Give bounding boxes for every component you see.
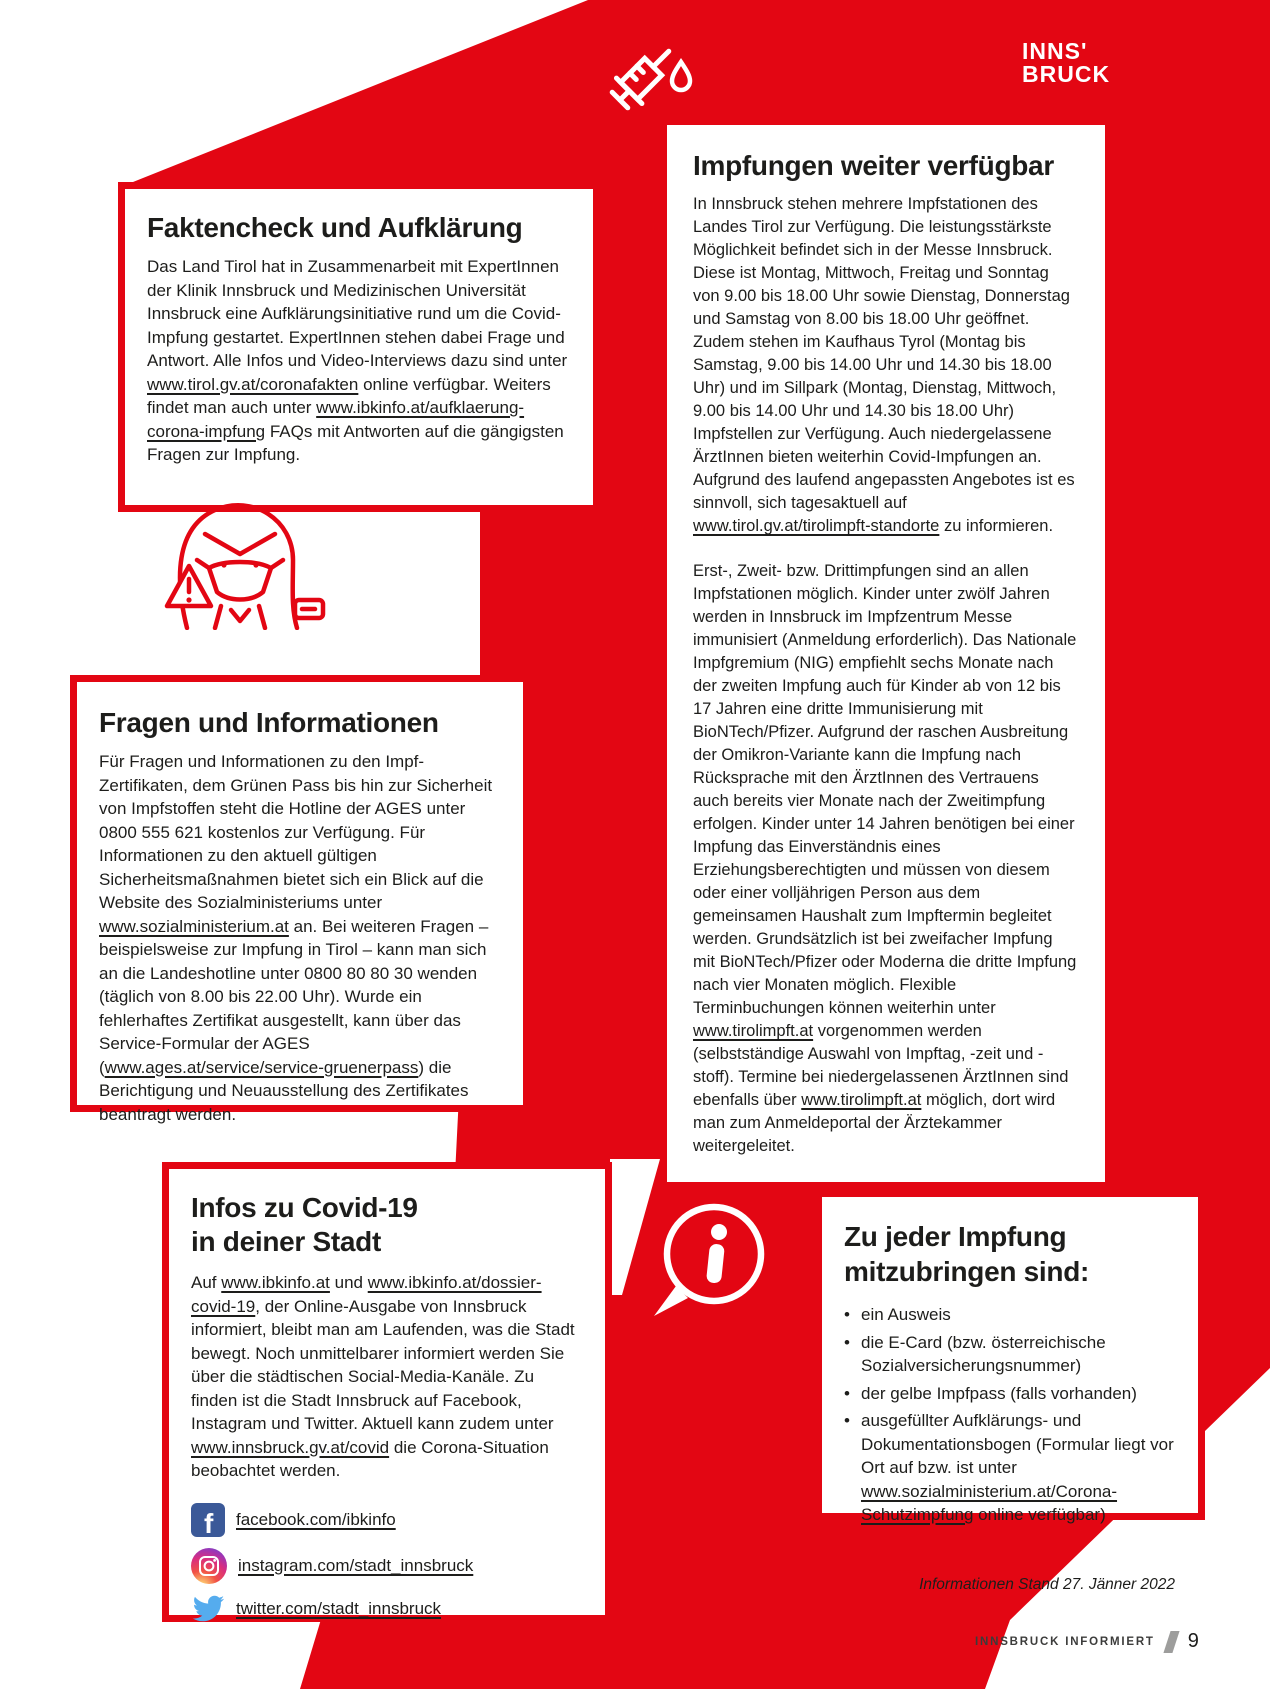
text-segment: online verfügbar) bbox=[973, 1505, 1106, 1524]
instagram-icon[interactable] bbox=[191, 1548, 227, 1584]
bring-items-list bbox=[844, 1303, 1176, 1527]
instagram-link[interactable]: instagram.com/stadt_innsbruck bbox=[238, 1555, 474, 1575]
social-row-facebook bbox=[191, 1503, 583, 1537]
innsbruck-logo bbox=[1022, 40, 1110, 86]
text-segment: ) die Berichtigung und Neuausstellung des Zertifikates beantragt werden. bbox=[99, 1057, 469, 1124]
inline-link[interactable]: www.sozialministerium.at/Corona-Schutzimpfung bbox=[861, 1481, 1118, 1524]
text-segment: an. Bei weiteren Fragen – beispielsweise zur Impfung in Tirol – kann man sich an die Landeshotline unter 0800 80 80 30 wenden (täglich von 8.00 bis 22.00 Uhr). Wurde ein fehlerhaftes Zertifikat ausgestellt, kann über das Service-Formular der AGES ( bbox=[99, 916, 489, 1077]
inline-link[interactable]: www.innsbruck.gv.at/covid bbox=[191, 1437, 390, 1457]
text-segment: und bbox=[329, 1273, 368, 1292]
logo-line1: INNS' bbox=[1022, 38, 1088, 64]
inline-link[interactable]: www.tirol.gv.at/tirolimpft-standorte bbox=[693, 517, 940, 535]
text-segment: Auf bbox=[191, 1273, 222, 1292]
box-infos-body bbox=[191, 1271, 583, 1483]
list-item bbox=[844, 1382, 1176, 1406]
text-segment: ein Ausweis bbox=[861, 1305, 951, 1324]
inline-link[interactable]: www.tirol.gv.at/coronafakten bbox=[147, 374, 359, 394]
inline-link[interactable]: www.ibkinfo.at bbox=[221, 1273, 330, 1292]
box-mitbringen-title-line1: Zu jeder Impfung bbox=[844, 1221, 1067, 1252]
text-segment: die Corona-Situation beobachtet werden. bbox=[191, 1437, 549, 1480]
box-mitbringen bbox=[815, 1190, 1205, 1524]
inline-link[interactable]: www.sozialministerium.at bbox=[99, 916, 289, 936]
status-note: Informationen Stand 27. Jänner 2022 bbox=[919, 1576, 1175, 1593]
list-item bbox=[844, 1409, 1176, 1527]
text-segment: Für Fragen und Informationen zu den Impf-Zertifikaten, dem Grünen Pass bis hin zur Sicherheit von Impfstoffen steht die Hotline der AGES unter 0800 555 621 kostenlos zur Verfügung. Für Informationen zu den aktuell gültigen Sicherheitsmaßnahmen bietet sich ein Blick auf die Website des Sozialministeriums unter bbox=[99, 752, 493, 912]
text-segment: der gelbe Impfpass (falls vorhanden) bbox=[861, 1383, 1137, 1403]
text-segment: zu informieren. bbox=[939, 517, 1054, 535]
footer-magazine-name: INNSBRUCK INFORMIERT bbox=[975, 1635, 1155, 1648]
facebook-icon[interactable]: f bbox=[191, 1503, 225, 1537]
text-segment: Das Land Tirol hat in Zusammenarbeit mit ExpertInnen der Klinik Innsbruck und Medizinischen Universität Innsbruck eine Aufklärungsinitiative rund um die Covid-Impfung gestartet. ExpertInnen stehen dabei Frage und Antwort. Alle Infos und Video-Interviews dazu sind unter bbox=[147, 257, 568, 370]
page-footer bbox=[975, 1630, 1199, 1653]
box-infos-title-line1: Infos zu Covid-19 bbox=[191, 1192, 418, 1223]
twitter-icon[interactable] bbox=[191, 1595, 225, 1624]
masked-woman-warning-icon bbox=[145, 480, 340, 630]
logo-line2: BRUCK bbox=[1022, 61, 1111, 87]
text-segment: ausgefüllter Aufklärungs- und Dokumentationsbogen (Formular liegt vor Ort auf bzw. ist unter bbox=[861, 1411, 1174, 1477]
text-segment: möglich, dort wird man zum Anmeldeportal der Ärztekammer weitergeleitet. bbox=[693, 1091, 1056, 1155]
social-links bbox=[191, 1503, 583, 1624]
text-segment: FAQs mit Antworten auf die gängigsten Fragen zur Impfung. bbox=[147, 421, 564, 464]
inline-link[interactable]: www.ibkinfo.at/dossier-covid-19 bbox=[191, 1273, 542, 1316]
box-fragen-body bbox=[99, 750, 501, 1126]
box-impfungen-paragraph-2 bbox=[693, 560, 1079, 1158]
twitter-link[interactable]: twitter.com/stadt_innsbruck bbox=[236, 1599, 442, 1618]
text-segment: online verfügbar. Weiters findet man auch unter bbox=[147, 374, 551, 417]
text-segment: , der Online-Ausgabe von Innsbruck informiert, bleibt man am Laufenden, was die Stadt bewegt. Noch unmittelbarer informiert werden Sie über die städtischen Social-Media-Kanäle. Zu finden ist die Stadt Innsbruck auf Facebook, Instagram und Twitter. Aktuell kann zudem unter bbox=[191, 1296, 575, 1433]
box-mitbringen-title-line2: mitzubringen sind: bbox=[844, 1256, 1090, 1287]
footer-page-number: 9 bbox=[1187, 1630, 1199, 1652]
inline-link[interactable]: www.tirolimpft.at bbox=[693, 1022, 814, 1040]
box-faktencheck-body bbox=[147, 255, 571, 467]
box-infos-title-line2: in deiner Stadt bbox=[191, 1226, 381, 1257]
info-bubble-icon bbox=[626, 1192, 791, 1332]
box-fragen-title: Fragen und Informationen bbox=[99, 707, 439, 738]
box-impfungen bbox=[660, 118, 1112, 1189]
list-item bbox=[844, 1331, 1176, 1378]
box-faktencheck bbox=[118, 182, 600, 512]
list-item bbox=[844, 1303, 1176, 1327]
box-fragen bbox=[70, 675, 530, 1124]
box-impfungen-title: Impfungen weiter verfügbar bbox=[693, 150, 1054, 181]
facebook-link[interactable]: facebook.com/ibkinfo bbox=[236, 1509, 396, 1529]
box-faktencheck-title: Faktencheck und Aufklärung bbox=[147, 212, 523, 243]
text-segment: die E-Card (bzw. österreichische Sozialversicherungsnummer) bbox=[861, 1332, 1106, 1375]
social-row-twitter bbox=[191, 1595, 583, 1624]
inline-link[interactable]: www.ages.at/service/service-gruenerpass bbox=[104, 1057, 419, 1077]
social-row-instagram bbox=[191, 1548, 583, 1584]
inline-link[interactable]: www.ibkinfo.at/aufklaerung-corona-impfung bbox=[147, 398, 525, 441]
box-impfungen-paragraph-1 bbox=[693, 193, 1079, 538]
text-segment: In Innsbruck stehen mehrere Impfstationen des Landes Tirol zur Verfügung. Die leistungsstärkste Möglichkeit befindet sich in der Messe Innsbruck. Diese ist Montag, Mittwoch, Freitag und Sonntag von 9.00 bis 18.00 Uhr sowie Dienstag, Donnerstag und Samstag von 8.00 bis 18.00 Uhr geöffnet. Zudem stehen im Kaufhaus Tyrol (Montag bis Samstag, 9.00 bis 14.00 Uhr und 14.30 bis 18.00 Uhr) und im Sillpark (Montag, Dienstag, Mittwoch, 9.00 bis 14.00 Uhr und 14.30 bis 18.00 Uhr) Impfstellen zur Verfügung. Auch niedergelassene ÄrztInnen bieten weiterhin Covid-Impfungen an. Aufgrund des laufend angepassten Angebotes ist es sinnvoll, sich tagesaktuell auf bbox=[693, 195, 1075, 512]
text-segment: Erst-, Zweit- bzw. Drittimpfungen sind an allen Impfstationen möglich. Kinder unter zwölf Jahren werden in Innsbruck im Impfzentrum Messe immunisiert (Anmeldung erforderlich). Das Nationale Impfgremium (NIG) empfiehlt sechs Monate nach der zweiten Impfung auch für Kinder ab von 12 bis 17 Jahren eine dritte Immunisierung mit BioNTech/Pfizer. Aufgrund der raschen Ausbreitung der Omikron-Variante kann die Impfung nach Rücksprache mit den ÄrztInnen des Vertrauens auch bereits vier Monate nach der Zweitimpfung erfolgen. Kinder unter 14 Jahren benötigen bei einer Impfung das Einverständnis eines Erziehungsberechtigten und müssen von diesem oder einer volljährigen Person aus dem gemeinsamen Haushalt zum Impftermin begleitet werden. Grundsätzlich ist bei zweifacher Impfung mit BioNTech/Pfizer oder Moderna die dritte Impfung nach vier Monaten möglich. Flexible Terminbuchungen können weiterhin unter bbox=[693, 562, 1077, 1017]
inline-link[interactable]: www.tirolimpft.at bbox=[801, 1091, 922, 1109]
text-segment: vorgenommen werden (selbstständige Auswahl von Impftag, -zeit und -stoff). Termine bei niedergelassenen ÄrztInnen sind ebenfalls über bbox=[693, 1022, 1069, 1109]
box-infos bbox=[162, 1162, 612, 1622]
footer-slash-mark bbox=[1163, 1631, 1179, 1653]
